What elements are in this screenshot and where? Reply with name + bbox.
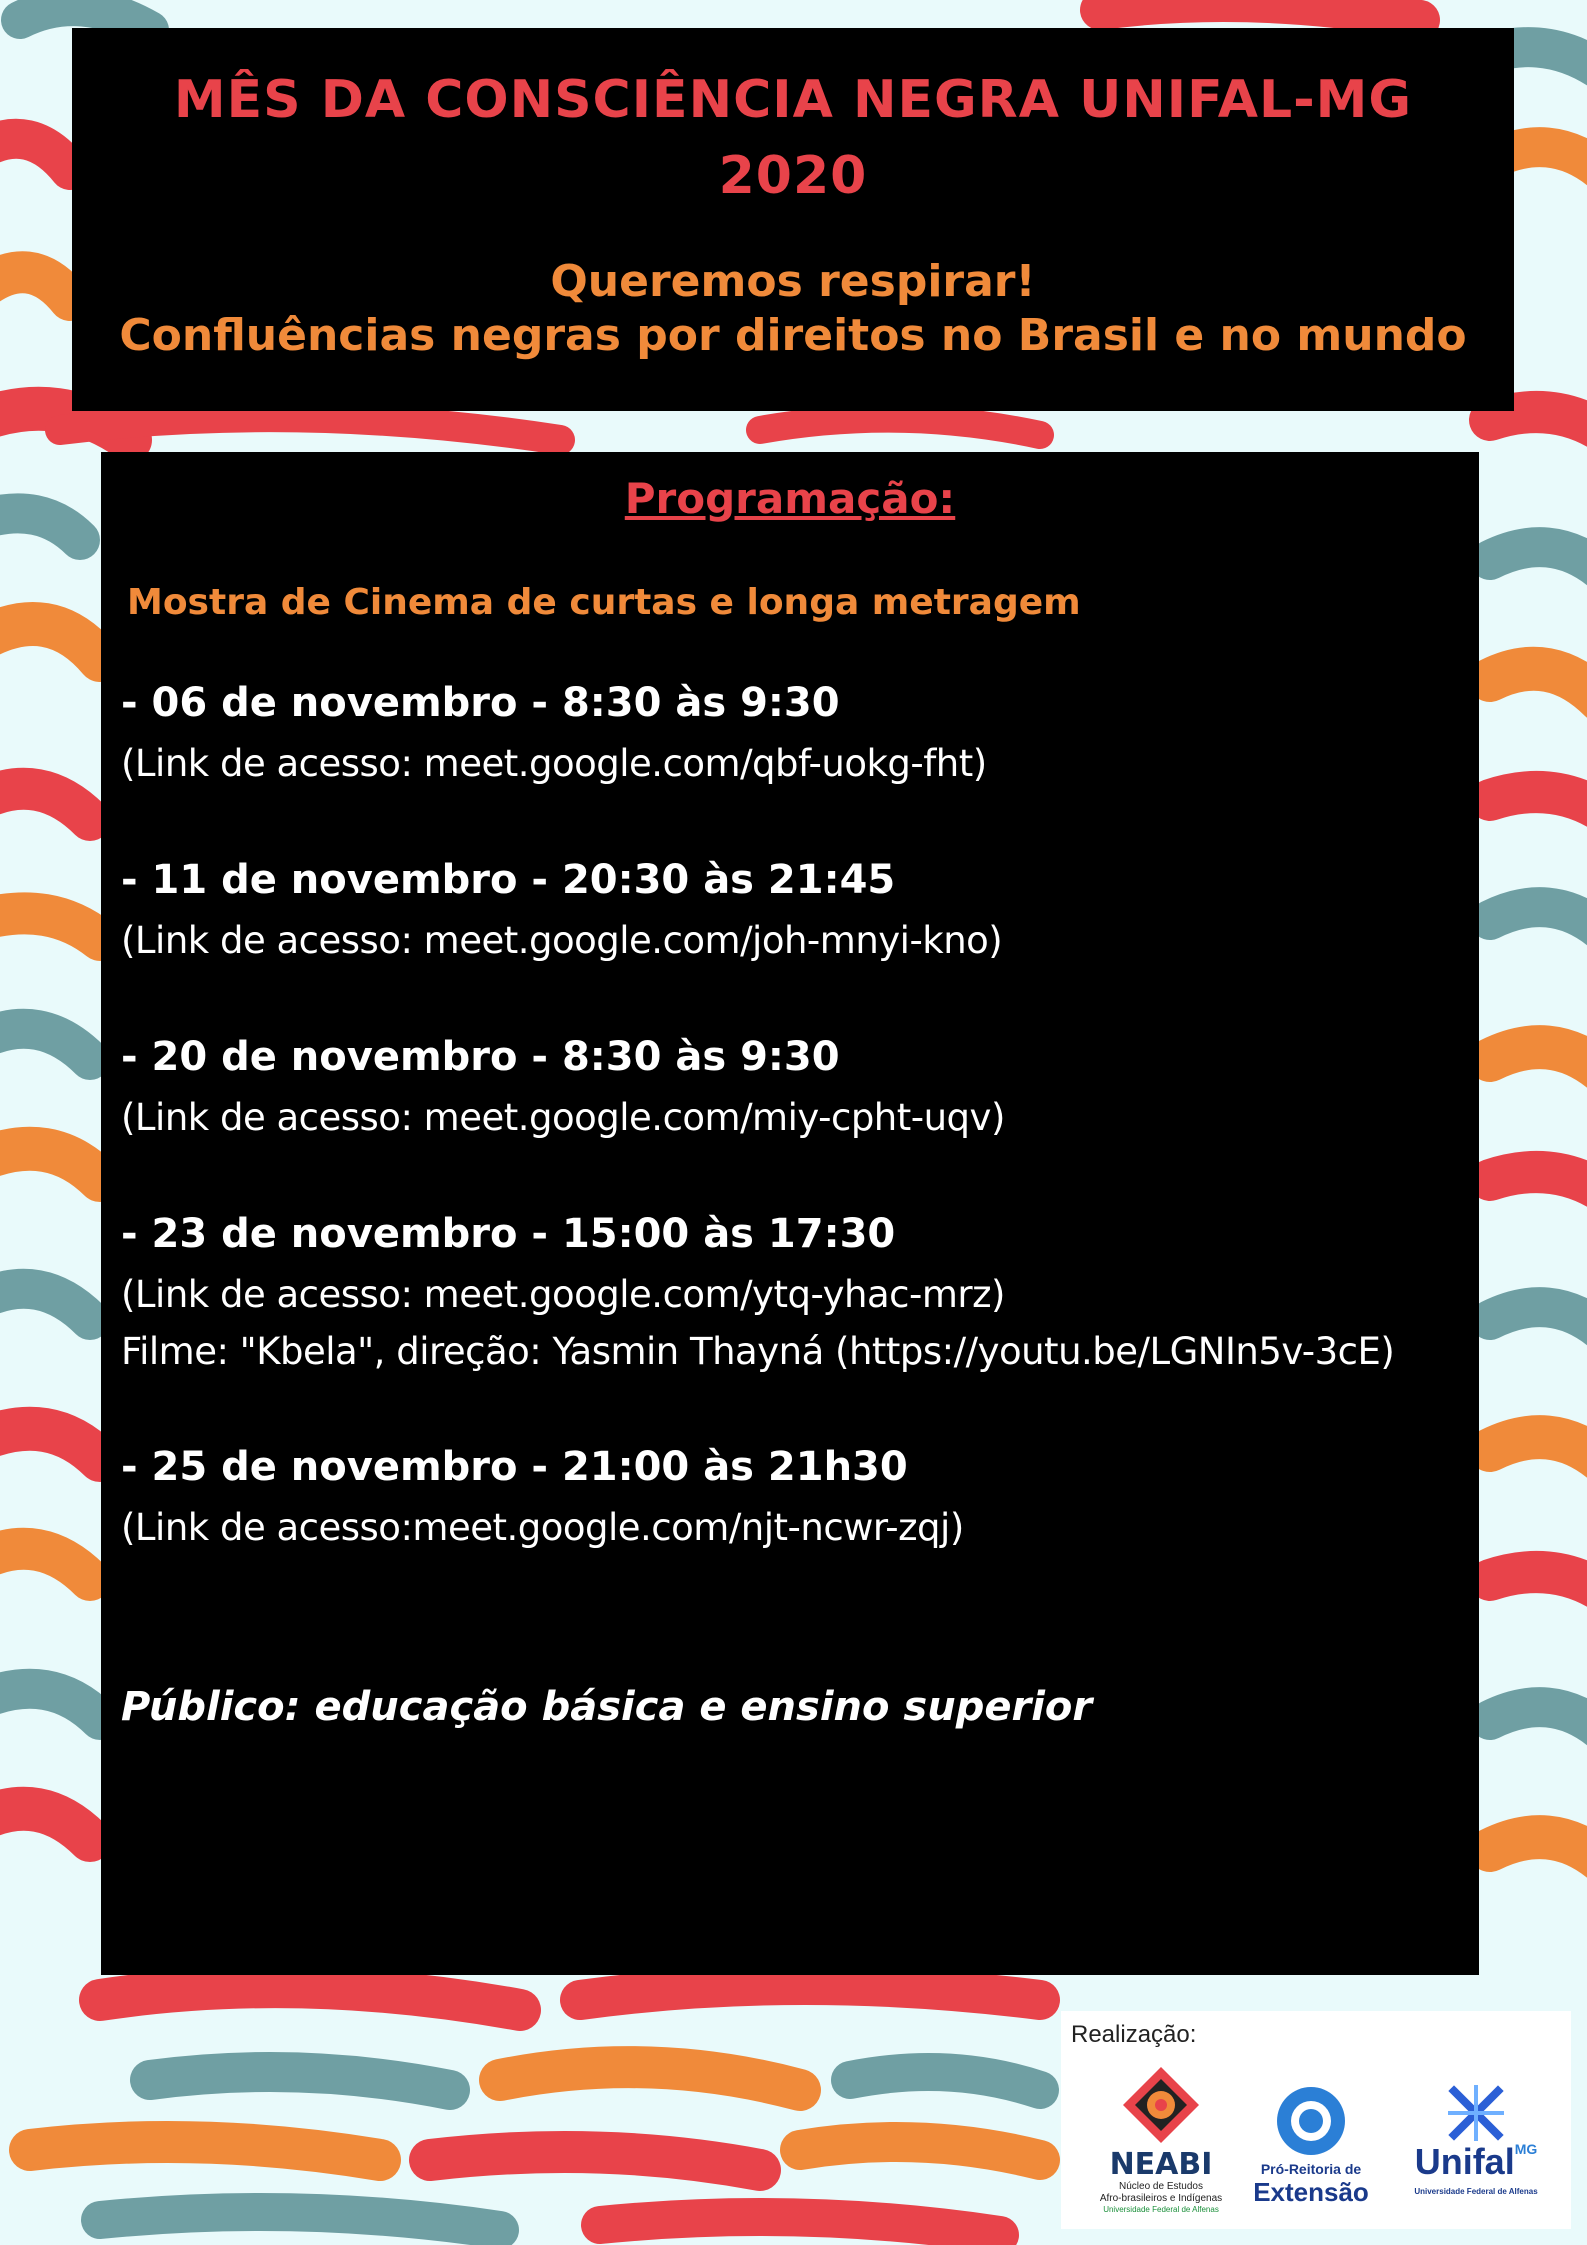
program-panel — [101, 452, 1479, 1975]
session-link[interactable]: (Link de acesso: meet.google.com/ytq-yhac-mrz) — [121, 1273, 1005, 1316]
audience-note: Público: educação básica e ensino superior — [121, 1684, 1093, 1730]
session-link[interactable]: (Link de acesso: meet.google.com/joh-mnyi-kno) — [121, 919, 1003, 962]
session-link[interactable]: (Link de acesso:meet.google.com/njt-ncwr-zqj) — [121, 1506, 964, 1549]
session-date: - 23 de novembro - 15:00 às 17:30 — [121, 1211, 896, 1257]
unifal-line1: Universidade Federal de Alfenas — [1414, 2187, 1538, 2196]
session-date: - 25 de novembro - 21:00 às 21h30 — [121, 1444, 908, 1490]
unifal-name — [1401, 2141, 1551, 2183]
event-year: 2020 — [718, 146, 868, 206]
organizers-label: Realização: — [1071, 2021, 1197, 2048]
neabi-name: NEABI — [1109, 2147, 1213, 2182]
organizers-panel — [1061, 2011, 1571, 2229]
unifal-suffix: MG — [1514, 2141, 1538, 2157]
extensao-line1: Pró-Reitoria de — [1260, 2161, 1362, 2177]
session-link[interactable]: (Link de acesso: meet.google.com/qbf-uokg-fht) — [121, 742, 987, 785]
extensao-logo-icon — [1271, 2081, 1351, 2161]
unifal-logo-icon — [1446, 2083, 1506, 2143]
event-theme: Confluências negras por direitos no Brasil e no mundo — [119, 310, 1467, 361]
session-link[interactable]: (Link de acesso: meet.google.com/miy-cpht-uqv) — [121, 1096, 1005, 1139]
session-date: - 06 de novembro - 8:30 às 9:30 — [121, 680, 840, 726]
program-heading: Programação: — [624, 474, 956, 523]
neabi-logo-icon — [1121, 2065, 1201, 2145]
section-title: Mostra de Cinema de curtas e longa metragem — [127, 582, 1081, 623]
neabi-line3: Universidade Federal de Alfenas — [1103, 2205, 1219, 2214]
neabi-line2: Afro-brasileiros e Indígenas — [1099, 2193, 1223, 2204]
film-info[interactable]: Filme: "Kbela", direção: Yasmin Thayná (https://youtu.be/LGNIn5v-3cE) — [121, 1330, 1395, 1373]
extensao-line2: Extensão — [1253, 2177, 1369, 2207]
event-slogan: Queremos respirar! — [550, 256, 1036, 307]
session-date: - 20 de novembro - 8:30 às 9:30 — [121, 1034, 840, 1080]
event-title: MÊS DA CONSCIÊNCIA NEGRA UNIFAL-MG — [173, 70, 1413, 130]
header-banner — [72, 28, 1514, 411]
session-date: - 11 de novembro - 20:30 às 21:45 — [121, 857, 896, 903]
neabi-line1: Núcleo de Estudos — [1119, 2181, 1203, 2192]
unifal-name-text: Unifal — [1414, 2141, 1515, 2182]
